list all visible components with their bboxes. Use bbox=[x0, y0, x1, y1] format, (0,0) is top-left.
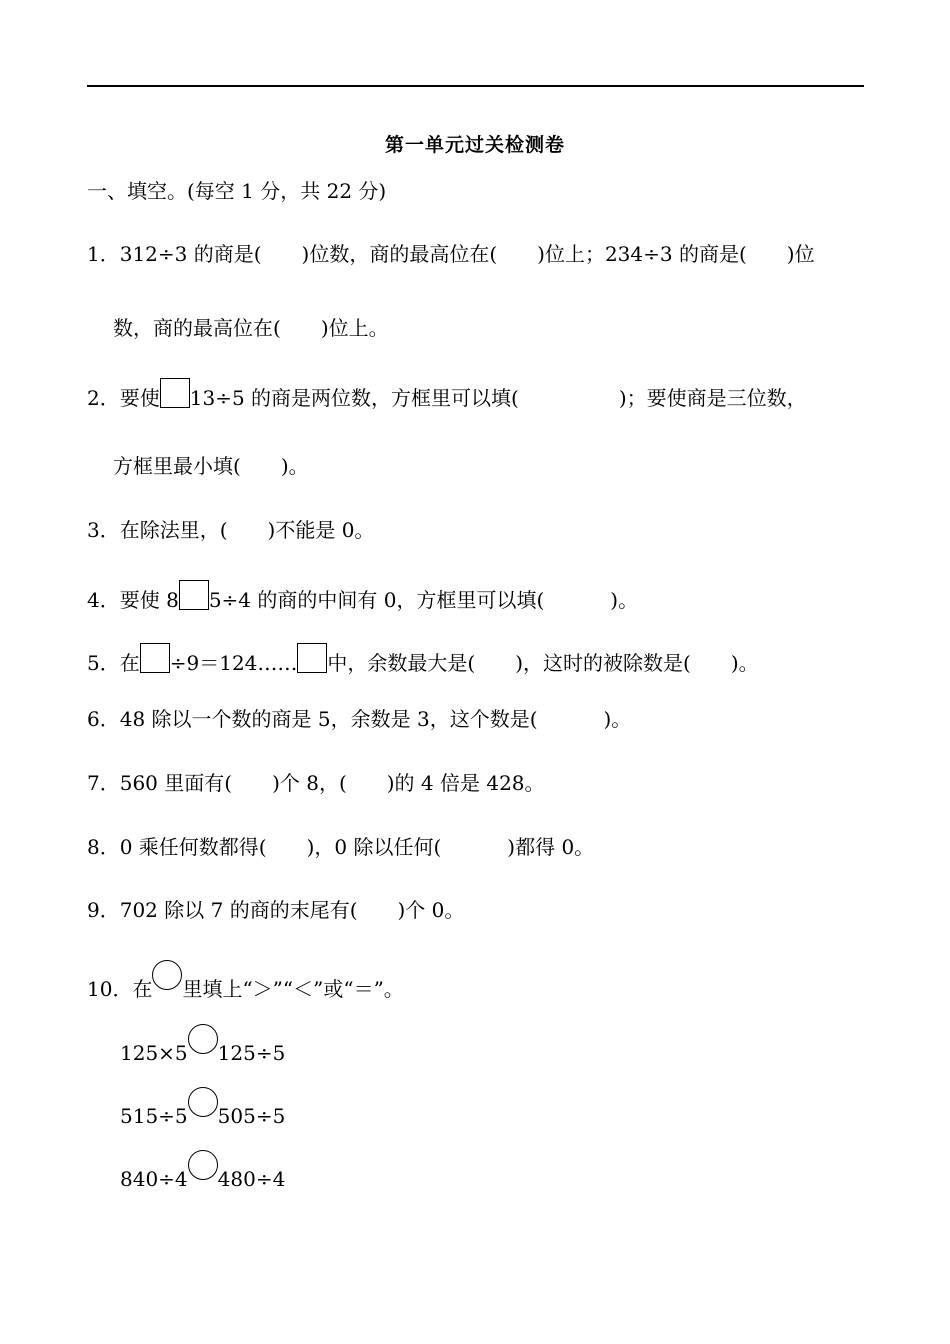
question-10: 10．在 里填上“＞”“＜”或“＝”。 bbox=[87, 960, 404, 1002]
question-7: 7．560 里面有( )个 8，( )的 4 倍是 428。 bbox=[87, 771, 545, 795]
question-8: 8．0 乘任何数都得( )，0 除以任何( )都得 0。 bbox=[87, 835, 595, 859]
question-1-line-1: 1．312÷3 的商是( )位数，商的最高位在( )位上；234÷3 的商是( )位 bbox=[87, 242, 815, 266]
answer-circle bbox=[188, 1024, 218, 1054]
answer-circle bbox=[152, 960, 182, 990]
page-title: 第一单元过关检测卷 bbox=[384, 134, 565, 156]
question-2-line-1: 2．要使 13÷5 的商是两位数，方框里可以填( )；要使商是三位数， bbox=[87, 378, 807, 411]
question-4: 4．要使 8 5÷4 的商的中间有 0，方框里可以填( )。 bbox=[87, 580, 638, 613]
question-1-line-2: 数，商的最高位在( )位上。 bbox=[113, 316, 389, 340]
question-9: 9．702 除以 7 的商的末尾有( )个 0。 bbox=[87, 898, 465, 922]
comparison-item: 515÷5 505÷5 bbox=[120, 1087, 285, 1129]
answer-box bbox=[140, 643, 170, 673]
answer-box bbox=[160, 378, 190, 408]
answer-circle bbox=[188, 1087, 218, 1117]
question-6: 6．48 除以一个数的商是 5，余数是 3，这个数是( )。 bbox=[87, 707, 632, 731]
section-heading: 一、填空。(每空 1 分，共 22 分) bbox=[87, 179, 387, 203]
answer-circle bbox=[188, 1150, 218, 1180]
header-rule bbox=[87, 85, 864, 87]
comparison-item: 125×5 125÷5 bbox=[120, 1024, 285, 1066]
question-3: 3．在除法里，( )不能是 0。 bbox=[87, 518, 375, 542]
question-2-line-2: 方框里最小填( )。 bbox=[113, 454, 309, 478]
comparison-item: 840÷4 480÷4 bbox=[120, 1150, 285, 1192]
answer-box bbox=[179, 580, 209, 610]
answer-box bbox=[297, 643, 327, 673]
question-5: 5．在 ÷9＝124…… 中，余数最大是( )，这时的被除数是( )。 bbox=[87, 643, 759, 676]
